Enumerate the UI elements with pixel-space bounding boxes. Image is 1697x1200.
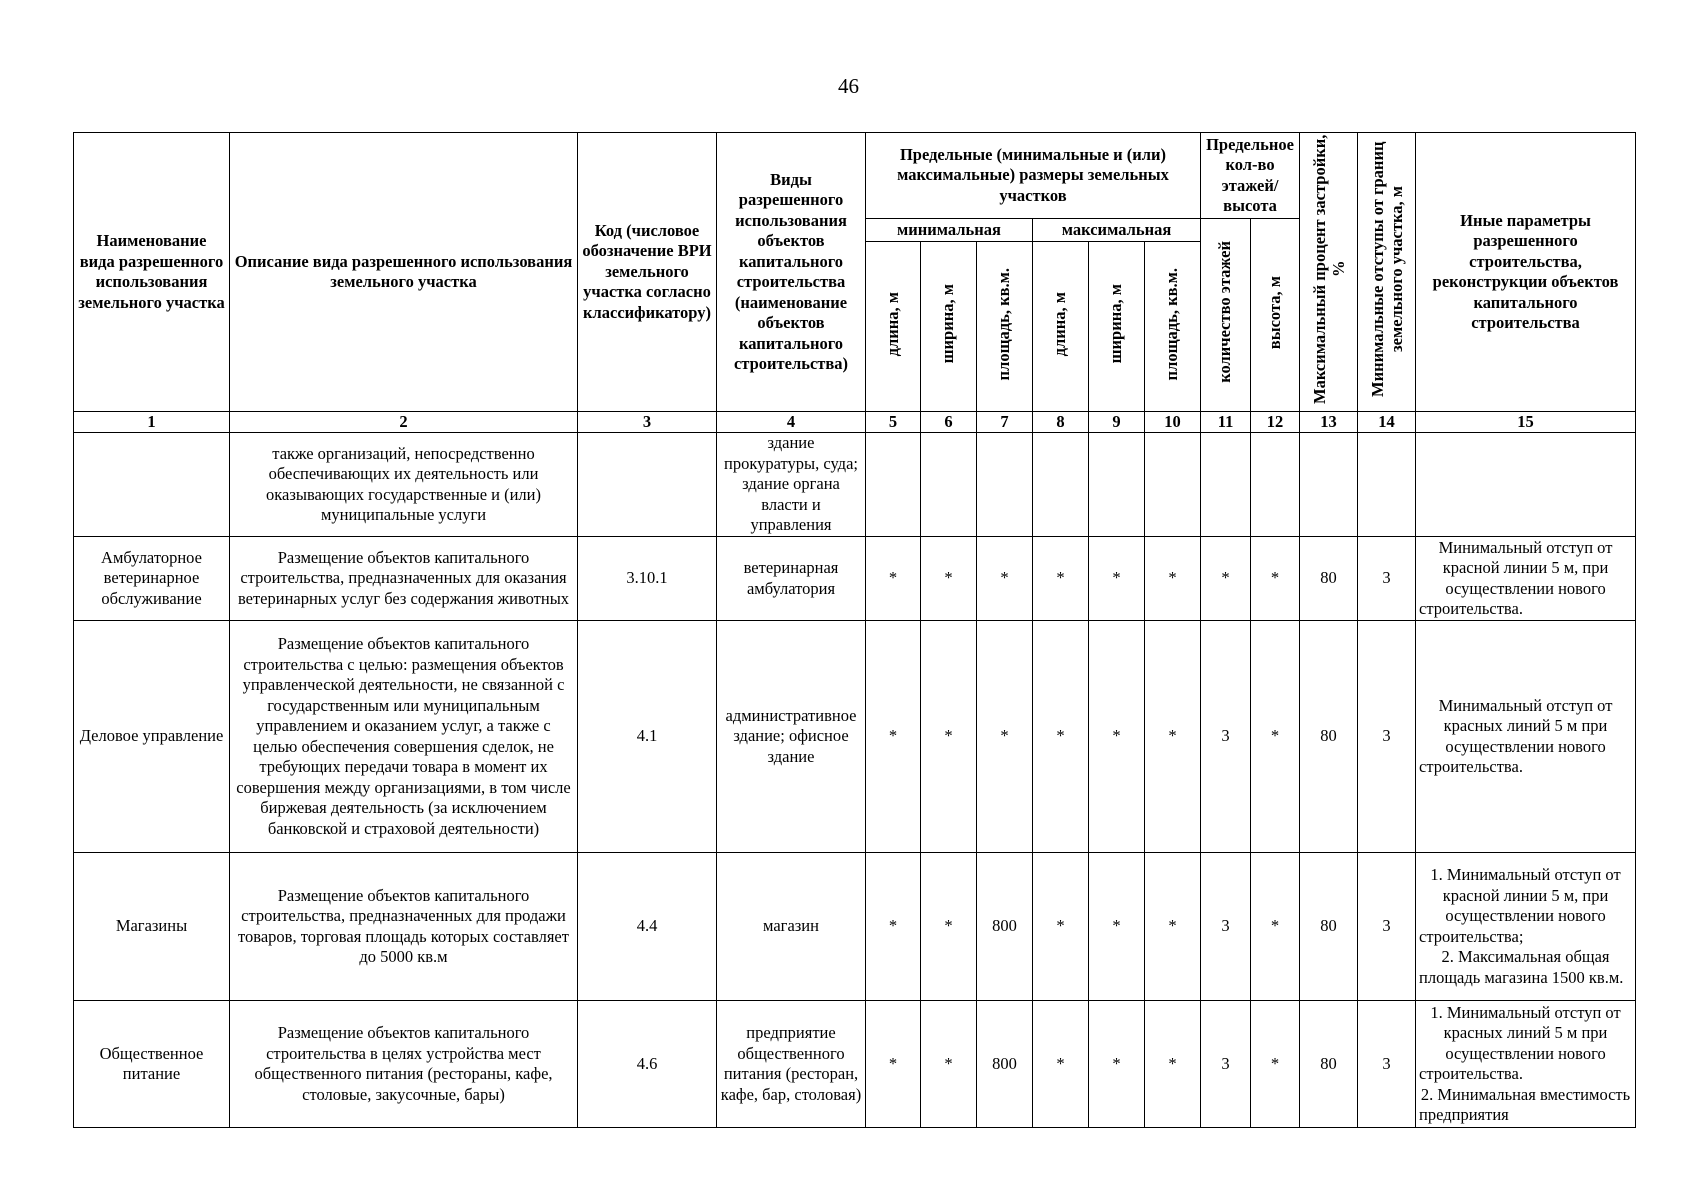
value-cell: * [1251, 853, 1300, 1001]
header-height [1251, 219, 1300, 412]
oks-types-cell: административное здание; офисное здание [717, 621, 866, 853]
param-line: 2. Минимальная вместимость предприятия [1419, 1084, 1631, 1124]
column-number: 13 [1300, 412, 1358, 433]
header-height-label: высота, м [1264, 275, 1284, 349]
column-number: 8 [1033, 412, 1089, 433]
column-number: 9 [1089, 412, 1145, 433]
value-cell: * [1033, 621, 1089, 853]
value-cell: * [1251, 621, 1300, 853]
value-cell: * [1033, 853, 1089, 1001]
header-min-width-label: ширина, м [938, 284, 958, 364]
page-number: 46 [838, 74, 859, 98]
value-cell: * [1251, 1001, 1300, 1128]
param-line: 1. Минимальный отступ от красных линий 5 м при осуществлении нового строительства. [1419, 1002, 1621, 1083]
value-cell: * [866, 1001, 921, 1128]
column-numbers-row [74, 412, 1636, 433]
header-floors-label: количество этажей [1215, 241, 1235, 384]
other-params-cell [1416, 433, 1636, 537]
header-other-params: Иные параметры разрешенного строительства, реконструкции объектов капитального строительства [1416, 133, 1636, 412]
description-cell: Размещение объектов капитального строительства, предназначенных для продажи товаров, торговая площадь которых составляет до 5000 кв.м [230, 853, 578, 1001]
value-cell [1300, 433, 1358, 537]
value-cell: 800 [977, 1001, 1033, 1128]
value-cell: * [1145, 537, 1201, 621]
value-cell [921, 433, 977, 537]
header-min-setbacks [1358, 133, 1416, 412]
value-cell [866, 433, 921, 537]
value-cell: 80 [1300, 621, 1358, 853]
header-min-area-label: площадь, кв.м. [994, 267, 1014, 380]
column-number: 7 [977, 412, 1033, 433]
value-cell: 3 [1358, 853, 1416, 1001]
value-cell: * [1145, 853, 1201, 1001]
value-cell [1089, 433, 1145, 537]
value-cell: * [921, 621, 977, 853]
oks-types-cell: магазин [717, 853, 866, 1001]
table-row [74, 433, 1636, 537]
column-number: 15 [1416, 412, 1636, 433]
header-max-width [1089, 242, 1145, 412]
column-number: 1 [74, 412, 230, 433]
code-cell: 4.6 [578, 1001, 717, 1128]
header-description: Описание вида разрешенного использования земельного участка [230, 133, 578, 412]
header-max-coverage [1300, 133, 1358, 412]
vri-name-cell: Амбулаторное ветеринарное обслуживание [74, 537, 230, 621]
value-cell: 3 [1201, 621, 1251, 853]
header-maximum: максимальная [1033, 219, 1201, 242]
value-cell: * [866, 621, 921, 853]
column-number: 4 [717, 412, 866, 433]
description-cell: также организаций, непосредственно обеспечивающих их деятельность или оказывающих государственные и (или) муниципальные услуги [230, 433, 578, 537]
description-cell: Размещение объектов капитального строительства с целью: размещения объектов управленческой деятельности, не связанной с государственным или муниципальным управлением и оказанием услуг, а также с целью обеспечения совершения сделок, не требующих передачи товара в момент их совершения между организациями, в том числе биржевая деятельность (за исключением банковской и страховой деятельности) [230, 621, 578, 853]
value-cell: * [1033, 1001, 1089, 1128]
header-max-area-label: площадь, кв.м. [1162, 267, 1182, 380]
value-cell: * [921, 853, 977, 1001]
value-cell: * [1089, 1001, 1145, 1128]
value-cell: 3 [1201, 1001, 1251, 1128]
header-plot-size-limits: Предельные (минимальные и (или) максимальные) размеры земельных участков [866, 133, 1201, 219]
header-max-coverage-label: Максимальный процент застройки, % [1309, 134, 1348, 404]
other-params-cell [1416, 621, 1636, 853]
vri-name-cell [74, 433, 230, 537]
param-line: Минимальный отступ от красной линии 5 м, при осуществлении нового строительства. [1419, 537, 1613, 618]
table-body [74, 433, 1636, 1128]
header-code: Код (числовое обозначение ВРИ земельного участка согласно классификатору) [578, 133, 717, 412]
header-floors-height: Предельное кол-во этажей/ высота [1201, 133, 1300, 219]
column-number: 5 [866, 412, 921, 433]
param-line: 2. Максимальная общая площадь магазина 1500 кв.м. [1419, 947, 1624, 987]
header-oks-types: Виды разрешенного использования объектов капитального строительства (наименование объектов капитального строительства) [717, 133, 866, 412]
code-cell: 4.4 [578, 853, 717, 1001]
table-row [74, 853, 1636, 1001]
vri-name-cell: Магазины [74, 853, 230, 1001]
value-cell: * [1145, 1001, 1201, 1128]
oks-types-cell: здание прокуратуры, суда; здание органа власти и управления [717, 433, 866, 537]
param-line: 1. Минимальный отступ от красной линии 5 м, при осуществлении нового строительства; [1419, 865, 1621, 946]
value-cell: 80 [1300, 537, 1358, 621]
code-cell [578, 433, 717, 537]
value-cell [1033, 433, 1089, 537]
value-cell: * [1089, 621, 1145, 853]
value-cell: * [866, 537, 921, 621]
value-cell: * [1089, 537, 1145, 621]
value-cell: 3 [1201, 853, 1251, 1001]
column-number: 11 [1201, 412, 1251, 433]
code-cell: 3.10.1 [578, 537, 717, 621]
header-minimum: минимальная [866, 219, 1033, 242]
table-row [74, 1001, 1636, 1128]
value-cell [977, 433, 1033, 537]
value-cell: 80 [1300, 853, 1358, 1001]
description-cell: Размещение объектов капитального строительства в целях устройства мест общественного питания (рестораны, кафе, столовые, закусочные, бары) [230, 1001, 578, 1128]
value-cell [1145, 433, 1201, 537]
vri-name-cell: Деловое управление [74, 621, 230, 853]
table-row [74, 537, 1636, 621]
oks-types-cell: ветеринарная амбулатория [717, 537, 866, 621]
vri-name-cell: Общественное питание [74, 1001, 230, 1128]
header-min-area [977, 242, 1033, 412]
value-cell: * [977, 621, 1033, 853]
column-number: 14 [1358, 412, 1416, 433]
zoning-parameters-table [73, 132, 1636, 1128]
value-cell [1251, 433, 1300, 537]
table-row [74, 621, 1636, 853]
value-cell: * [1201, 537, 1251, 621]
other-params-cell [1416, 537, 1636, 621]
column-number: 12 [1251, 412, 1300, 433]
value-cell: 3 [1358, 537, 1416, 621]
other-params-cell [1416, 1001, 1636, 1128]
header-max-length [1033, 242, 1089, 412]
value-cell: * [977, 537, 1033, 621]
value-cell: * [1251, 537, 1300, 621]
column-number: 10 [1145, 412, 1201, 433]
value-cell: * [921, 1001, 977, 1128]
description-cell: Размещение объектов капитального строительства, предназначенных для оказания ветеринарных услуг без содержания животных [230, 537, 578, 621]
header-min-length [866, 242, 921, 412]
value-cell: * [866, 853, 921, 1001]
header-max-width-label: ширина, м [1106, 284, 1126, 364]
value-cell: * [1089, 853, 1145, 1001]
header-max-area [1145, 242, 1201, 412]
header-min-length-label: длина, м [882, 291, 902, 356]
param-line: Минимальный отступ от красных линий 5 м при осуществлении нового строительства. [1419, 695, 1613, 776]
header-floors [1201, 219, 1251, 412]
column-number: 2 [230, 412, 578, 433]
value-cell: * [921, 537, 977, 621]
value-cell: 3 [1358, 621, 1416, 853]
value-cell: 80 [1300, 1001, 1358, 1128]
column-number: 3 [578, 412, 717, 433]
oks-types-cell: предприятие общественного питания (ресторан, кафе, бар, столовая) [717, 1001, 866, 1128]
value-cell: 800 [977, 853, 1033, 1001]
value-cell: * [1033, 537, 1089, 621]
header-vri-name: Наименование вида разрешенного использования земельного участка [74, 133, 230, 412]
code-cell: 4.1 [578, 621, 717, 853]
value-cell [1201, 433, 1251, 537]
header-max-length-label: длина, м [1050, 291, 1070, 356]
value-cell: 3 [1358, 1001, 1416, 1128]
other-params-cell [1416, 853, 1636, 1001]
value-cell: * [1145, 621, 1201, 853]
header-min-setbacks-label: Минимальные отступы от границ земельного участка, м [1367, 141, 1406, 397]
value-cell [1358, 433, 1416, 537]
header-min-width [921, 242, 977, 412]
column-number: 6 [921, 412, 977, 433]
